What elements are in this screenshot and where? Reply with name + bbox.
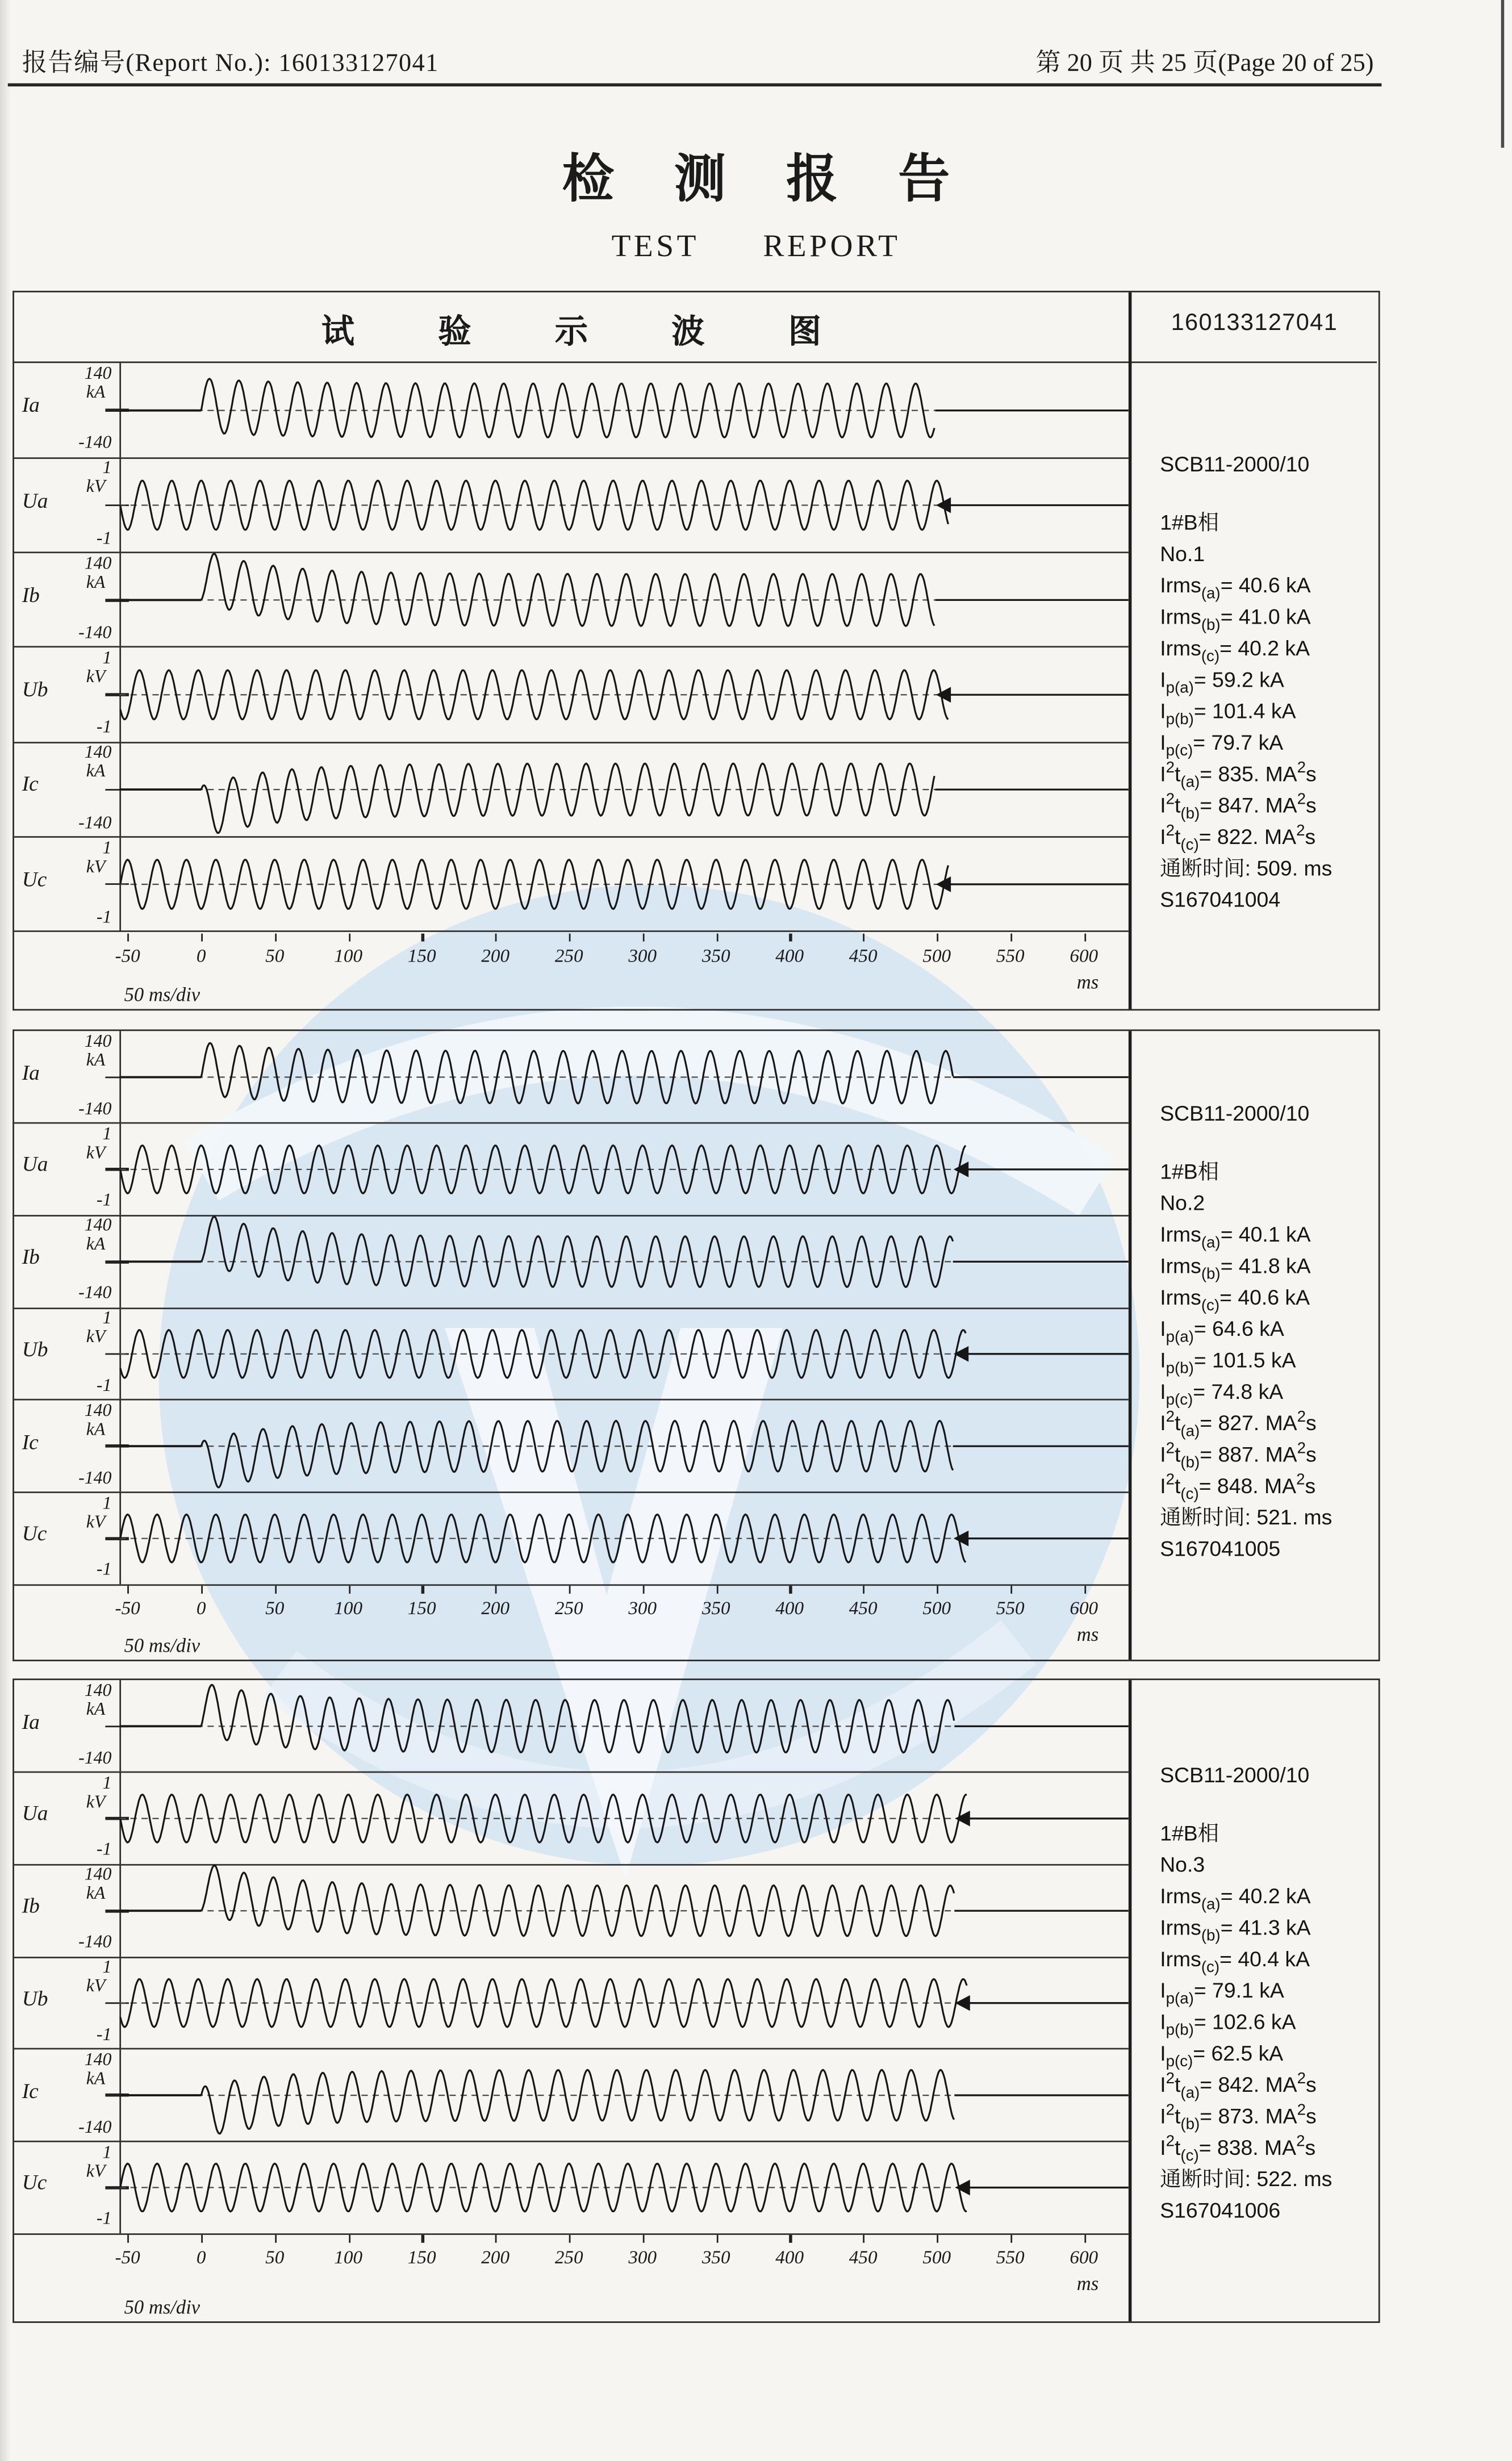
axis-tick (1010, 2235, 1012, 2243)
annotation-line: No.2 (1160, 1191, 1205, 1215)
trace-scale-top: 1 (102, 459, 112, 479)
trace-label-Ub: Ub (22, 1986, 48, 2010)
trace-scale-top: 1 (102, 1494, 112, 1513)
annotation-line: $I_{p(b)}= 101.4$ kA (1160, 699, 1296, 729)
annotation-line: Irms$_{(c)}$= 40.4 kA (1160, 1947, 1310, 1977)
axis-tick-label: 50 (265, 1597, 285, 1619)
trace-label-Ic: Ic (22, 772, 39, 796)
trace-scale-unit: kV (86, 478, 106, 498)
panel-annotations (1160, 1098, 1386, 1565)
waveform-plot (119, 363, 1129, 931)
axis-tick-label: 250 (554, 1597, 583, 1619)
trace-scale-top: 1 (102, 1958, 112, 1978)
axis-tick-label: 100 (334, 2246, 363, 2268)
axis-tick (128, 933, 130, 941)
trace-label-Ua: Ua (22, 1802, 48, 1826)
axis-tick-label: 400 (775, 2246, 804, 2268)
trace-scale-unit: kA (86, 762, 106, 782)
trace-scale-unit: kA (86, 383, 106, 403)
trace-scale-unit: kV (86, 1328, 106, 1347)
axis-tick-label: 600 (1070, 2246, 1099, 2268)
axis-tick-label: 150 (407, 944, 436, 967)
axis-tick-label: -50 (115, 1597, 140, 1619)
axis-tick-label: 550 (996, 944, 1025, 967)
trace-label-Ib: Ib (22, 583, 40, 607)
plot-annotation-divider (1129, 1031, 1131, 1660)
trace-scale-bottom: -140 (78, 1284, 112, 1303)
trace-end-arrow (936, 687, 951, 703)
trace-label-Ub: Ub (22, 678, 48, 701)
trace-scale-bottom: -1 (96, 2210, 112, 2229)
axis-div-label: 50 ms/div (124, 1635, 201, 1657)
annotation-line: $I^2t_{(b)}= 887$. $MA^2s$ (1160, 1440, 1317, 1473)
panel-annotations (1160, 1760, 1386, 2227)
trace-scale-unit: kA (86, 1236, 106, 1255)
trace-label-Ub: Ub (22, 1337, 48, 1361)
axis-tick (642, 2235, 644, 2243)
axis-tick-label: 50 (265, 2246, 285, 2268)
axis-unit-label: ms (1076, 971, 1099, 993)
axis-tick (201, 933, 203, 941)
axis-tick-label: 350 (701, 1597, 730, 1619)
report-number-header: 报告编号(Report No.): 160133127041 (22, 50, 439, 77)
trace-label-Uc: Uc (22, 2171, 47, 2195)
axis-tick (275, 933, 277, 941)
trace-scale-top: 140 (84, 2050, 112, 2070)
annotation-line: Irms$_{(b)}$= 41.0 kA (1160, 605, 1311, 635)
annotation-line: Irms$_{(a)}$= 40.1 kA (1160, 1222, 1311, 1252)
trace-scale-top: 140 (84, 364, 112, 384)
trace-scale-bottom: -140 (78, 2117, 112, 2137)
trace-scale-top: 1 (102, 1125, 112, 1144)
trace-scale-unit: kV (86, 1512, 106, 1532)
axis-tick (1084, 2235, 1085, 2243)
trace-label-Uc: Uc (22, 867, 47, 891)
trace-scale-top: 140 (84, 1681, 112, 1701)
axis-tick (275, 1586, 277, 1594)
trace-end-arrow (954, 1346, 968, 1362)
annotation-line: Irms$_{(a)}$= 40.2 kA (1160, 1884, 1311, 1914)
axis-tick-label: 600 (1070, 1597, 1099, 1619)
axis-tick-label: 0 (196, 1597, 206, 1619)
annotation-model: SCB11-2000/10 (1160, 452, 1310, 477)
axis-tick (128, 1586, 130, 1594)
annotation-line: $I_{p(c)}= 79.7$ kA (1160, 730, 1284, 761)
annotation-line: $I^2t_{(c)}= 822$. $MA^2s$ (1160, 822, 1316, 855)
annotation-line: 1#B相 (1160, 1821, 1219, 1845)
annotation-line: $I_{p(a)}= 64.6$ kA (1160, 1317, 1284, 1347)
axis-tick (348, 1586, 350, 1594)
oscillogram-panel-3 (12, 1678, 1380, 2323)
axis-tick (716, 933, 718, 941)
plot-annotation-divider (1129, 293, 1131, 1009)
axis-tick-label: 500 (922, 2246, 951, 2268)
trace-end-arrow (954, 1161, 968, 1177)
trace-scale-bottom: -1 (96, 908, 112, 927)
axis-tick (201, 2235, 203, 2243)
axis-tick-label: 350 (701, 2246, 730, 2268)
section-title: 试 验 示 波 图 (321, 312, 859, 351)
waveform-plot (119, 1031, 1129, 1585)
trace-label-Uc: Uc (22, 1522, 47, 1545)
annotation-line: 1#B相 (1160, 1160, 1219, 1184)
axis-tick (790, 933, 791, 941)
axis-tick (422, 1586, 424, 1594)
trace-scale-unit: kA (86, 2069, 106, 2089)
annotation-line: No.3 (1160, 1853, 1205, 1877)
axis-tick (495, 2235, 497, 2243)
annotation-line: S167041004 (1160, 888, 1281, 912)
annotation-line: $I^2t_{(a)}= 835$. $MA^2s$ (1160, 759, 1317, 792)
axis-tick-label: 500 (922, 1597, 951, 1619)
trace-scale-bottom: -140 (78, 434, 112, 453)
axis-tick (275, 2235, 277, 2243)
trace-scale-bottom: -140 (78, 1749, 112, 1768)
axis-unit-label: ms (1076, 1624, 1099, 1646)
axis-tick-label: 550 (996, 2246, 1025, 2268)
trace-scale-bottom: -140 (78, 1100, 112, 1119)
oscillogram-panel-2 (12, 1030, 1380, 1662)
axis-tick (569, 933, 571, 941)
trace-label-Ia: Ia (22, 1710, 40, 1733)
document-title-en: TEST REPORT (611, 229, 901, 264)
annotation-line: Irms$_{(b)}$= 41.3 kA (1160, 1916, 1311, 1945)
trace-label-Ic: Ic (22, 1429, 39, 1453)
axis-tick (422, 933, 424, 941)
annotation-line: $I_{p(a)}= 59.2$ kA (1160, 668, 1284, 697)
trace-scale-bottom: -140 (78, 1933, 112, 1953)
axis-tick (1010, 933, 1012, 941)
trace-scale-bottom: -1 (96, 718, 112, 738)
axis-tick (495, 933, 497, 941)
annotation-line: $I_{p(b)}= 101.5$ kA (1160, 1348, 1296, 1378)
axis-tick (348, 933, 350, 941)
axis-tick-label: 100 (334, 944, 363, 967)
trace-scale-bottom: -1 (96, 1376, 112, 1395)
trace-scale-unit: kV (86, 667, 106, 687)
axis-tick-label: 600 (1070, 944, 1099, 967)
axis-tick-label: 200 (481, 2246, 510, 2268)
axis-div-label: 50 ms/div (124, 983, 201, 1006)
annotation-line: 通断时间: 509. ms (1160, 856, 1333, 880)
axis-tick (495, 1586, 497, 1594)
axis-tick (863, 1586, 865, 1594)
trace-scale-bottom: -1 (96, 2025, 112, 2045)
axis-tick-label: 100 (334, 1597, 363, 1619)
trace-scale-unit: kA (86, 1885, 106, 1904)
panel-annotations (1160, 449, 1386, 916)
trace-end-arrow (954, 1531, 968, 1547)
axis-tick-label: 0 (196, 2246, 206, 2268)
axis-tick (937, 933, 938, 941)
axis-tick-label: 450 (849, 944, 878, 967)
axis-tick (642, 1586, 644, 1594)
annotation-line: 1#B相 (1160, 511, 1219, 534)
trace-scale-bottom: -1 (96, 1561, 112, 1580)
trace-scale-top: 140 (84, 1217, 112, 1236)
axis-tick-label: 250 (554, 2246, 583, 2268)
axis-tick-label: 0 (196, 944, 206, 967)
annotation-line: Irms$_{(c)}$= 40.6 kA (1160, 1285, 1310, 1315)
trace-scale-top: 1 (102, 2143, 112, 2162)
trace-scale-top: 1 (102, 1309, 112, 1328)
trace-label-Ib: Ib (22, 1245, 40, 1269)
annotation-line: Irms$_{(b)}$= 41.8 kA (1160, 1254, 1311, 1284)
trace-label-Ic: Ic (22, 2078, 39, 2103)
axis-tick-label: 550 (996, 1597, 1025, 1619)
trace-scale-bottom: -140 (78, 1468, 112, 1488)
annotation-line: $I_{p(c)}= 62.5$ kA (1160, 2041, 1284, 2071)
axis-tick (569, 1586, 571, 1594)
axis-tick-label: 50 (265, 944, 285, 967)
axis-tick-label: 350 (701, 944, 730, 967)
axis-tick-label: 400 (775, 1597, 804, 1619)
annotation-line: $I_{p(a)}= 79.1$ kA (1160, 1978, 1284, 2008)
axis-tick-label: 500 (922, 944, 951, 967)
trace-label-Ua: Ua (22, 488, 48, 512)
trace-scale-unit: kA (86, 573, 106, 592)
axis-tick (1084, 1586, 1085, 1594)
trace-label-Ia: Ia (22, 1060, 40, 1084)
section-number: 160133127041 (1171, 310, 1338, 337)
trace-scale-top: 140 (84, 1401, 112, 1420)
trace-scale-top: 140 (84, 1866, 112, 1885)
trace-scale-top: 1 (102, 649, 112, 668)
trace-scale-unit: kV (86, 1143, 106, 1163)
axis-tick (422, 2235, 424, 2243)
annotation-line: $I^2t_{(c)}= 848$. $MA^2s$ (1160, 1472, 1316, 1504)
trace-scale-unit: kV (86, 2162, 106, 2181)
trace-scale-bottom: -140 (78, 624, 112, 643)
trace-label-Ia: Ia (22, 393, 40, 417)
axis-tick-label: 200 (481, 944, 510, 967)
axis-tick (128, 2235, 130, 2243)
axis-tick (1010, 1586, 1012, 1594)
trace-scale-bottom: -140 (78, 813, 112, 833)
trace-scale-unit: kA (86, 1700, 106, 1720)
annotation-line: $I_{p(b)}= 102.6$ kA (1160, 2010, 1296, 2040)
trace-scale-top: 140 (84, 1033, 112, 1052)
page-number-header: 第 20 页 共 25 页(Page 20 of 25) (1035, 50, 1374, 77)
axis-tick (790, 1586, 791, 1594)
axis-tick-label: 200 (481, 1597, 510, 1619)
trace-scale-top: 1 (102, 1774, 112, 1793)
axis-tick-label: 300 (628, 2246, 657, 2268)
trace-scale-top: 1 (102, 838, 112, 858)
trace-scale-bottom: -1 (96, 529, 112, 548)
axis-tick-label: 150 (407, 2246, 436, 2268)
scan-edge-artifact (1501, 0, 1505, 148)
axis-tick (348, 2235, 350, 2243)
trace-scale-unit: kV (86, 1793, 106, 1812)
axis-div-label: 50 ms/div (124, 2296, 201, 2319)
axis-tick-label: 300 (628, 944, 657, 967)
axis-tick (716, 1586, 718, 1594)
trace-scale-unit: kV (86, 857, 106, 876)
trace-scale-bottom: -1 (96, 1841, 112, 1860)
annotation-line: $I^2t_{(a)}= 827$. $MA^2s$ (1160, 1409, 1317, 1441)
axis-tick (937, 2235, 938, 2243)
axis-tick (863, 2235, 865, 2243)
axis-tick-label: 300 (628, 1597, 657, 1619)
axis-tick (642, 933, 644, 941)
plot-annotation-divider (1129, 1680, 1131, 2322)
axis-tick-label: 400 (775, 944, 804, 967)
trace-scale-unit: kA (86, 1051, 106, 1071)
axis-tick (790, 2235, 791, 2243)
axis-unit-label: ms (1076, 2272, 1099, 2295)
trace-scale-top: 140 (84, 554, 112, 573)
annotation-line: $I^2t_{(c)}= 838$. $MA^2s$ (1160, 2133, 1316, 2166)
axis-tick (569, 2235, 571, 2243)
annotation-line: 通断时间: 522. ms (1160, 2167, 1333, 2191)
axis-tick-label: 150 (407, 1597, 436, 1619)
annotation-line: $I^2t_{(a)}= 842$. $MA^2s$ (1160, 2070, 1317, 2103)
annotation-line: No.1 (1160, 542, 1205, 566)
trace-scale-top: 140 (84, 743, 112, 763)
annotation-line: Irms$_{(a)}$= 40.6 kA (1160, 574, 1311, 603)
trace-label-Ib: Ib (22, 1894, 40, 1918)
document-title-cn: 检 测 报 告 (562, 152, 974, 210)
waveform-plot (119, 1680, 1129, 2234)
oscillogram-panel-1 (12, 291, 1380, 1010)
annotation-line: $I^2t_{(b)}= 873$. $MA^2s$ (1160, 2102, 1317, 2134)
annotation-line: 通断时间: 521. ms (1160, 1505, 1333, 1530)
annotation-model: SCB11-2000/10 (1160, 1763, 1310, 1787)
axis-tick-label: -50 (115, 2246, 140, 2268)
axis-tick-label: 450 (849, 1597, 878, 1619)
annotation-line: $I^2t_{(b)}= 847$. $MA^2s$ (1160, 791, 1317, 824)
annotation-line: Irms$_{(c)}$= 40.2 kA (1160, 636, 1310, 666)
axis-tick-label: -50 (115, 944, 140, 967)
trace-scale-unit: kA (86, 1420, 106, 1440)
axis-tick (716, 2235, 718, 2243)
axis-tick-label: 250 (554, 944, 583, 967)
annotation-model: SCB11-2000/10 (1160, 1101, 1310, 1126)
axis-tick-label: 450 (849, 2246, 878, 2268)
axis-tick (1084, 933, 1085, 941)
axis-tick (863, 933, 865, 941)
header-divider-line (8, 83, 1382, 87)
trace-scale-unit: kV (86, 1977, 106, 1996)
annotation-line: S167041005 (1160, 1537, 1281, 1561)
annotation-line: S167041006 (1160, 2199, 1281, 2222)
axis-tick (937, 1586, 938, 1594)
annotation-line: $I_{p(c)}= 74.8$ kA (1160, 1380, 1284, 1410)
trace-label-Ua: Ua (22, 1152, 48, 1177)
axis-tick (201, 1586, 203, 1594)
trace-scale-bottom: -1 (96, 1192, 112, 1211)
